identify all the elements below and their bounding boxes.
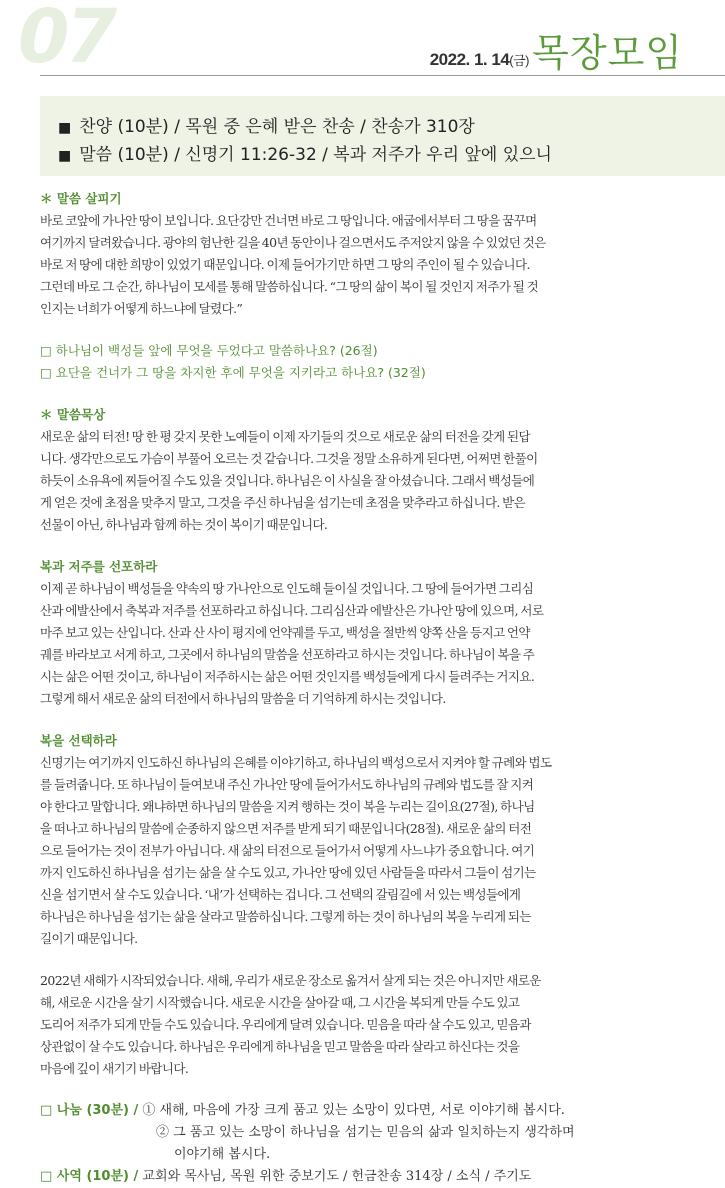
sharing-row-1 xyxy=(40,1100,682,1122)
section-heading-meditation: ＊ 말씀묵상 xyxy=(40,407,106,422)
paragraph-choose xyxy=(40,752,682,950)
text-line: 바로 코앞에 가나안 땅이 보입니다. 요단강만 건너면 바로 그 땅입니다. 애굽에서부터 그 땅을 꿈꾸며 xyxy=(40,213,537,228)
square-bullet-icon: ■ xyxy=(58,148,72,164)
summary-line-praise xyxy=(58,113,725,141)
summary-line-word xyxy=(58,141,725,169)
text-line: 선물이 아닌, 하나님과 함께 하는 것이 복이기 때문입니다. xyxy=(40,517,328,532)
date xyxy=(430,50,529,70)
ministry-label: □ 사역 (10분) / xyxy=(40,1169,139,1184)
text-line: 을 떠나고 하나님의 말씀에 순종하지 않으면 저주를 받게 되기 때문입니다(28절). 새로운 삶의 터전 xyxy=(40,821,532,836)
sharing-question-1: ① 새해, 마음에 가장 크게 품고 있는 소망이 있다면, 서로 이야기해 봅시다. xyxy=(142,1103,565,1118)
ministry-row xyxy=(40,1166,682,1188)
text-line: 를 들려줍니다. 또 하나님이 들여보내 주신 가나안 땅에 들어가서도 하나님의 규례와 법도를 잘 지켜 xyxy=(40,777,534,792)
summary-praise: 찬양 (10분) / 목원 중 은혜 받은 찬송 / 찬송가 310장 xyxy=(79,117,475,137)
text-line: 시는 삶은 어떤 것이고, 하나님이 저주하시는 삶은 어떤 것인지를 백성들에게 다시 들려주는 거지요. xyxy=(40,669,535,684)
text-line: 인지는 너희가 어떻게 하느냐에 달렸다.” xyxy=(40,301,243,316)
text-line: 2022년 새해가 시작되었습니다. 새해, 우리가 새로운 장소로 옮겨서 살게 되는 것은 아니지만 새로운 xyxy=(40,973,541,988)
text-line: 산과 에발산에서 축복과 저주를 선포하라고 하십니다. 그리심산과 에발산은 가나안 땅에 있으며, 서로 xyxy=(40,603,544,618)
sharing-section xyxy=(40,1100,682,1188)
text-line: 까지 인도하신 하나님을 섬기는 삶을 살 수도 있고, 가나안 땅에 있던 사람들을 따라서 그들이 섬기는 xyxy=(40,865,536,880)
sharing-question-2-cont: 이야기해 봅시다. xyxy=(174,1147,271,1162)
paragraph-proclaim xyxy=(40,578,682,710)
paragraph-new-year xyxy=(40,970,682,1080)
text-line: 바로 저 땅에 대한 희망이 있었기 때문입니다. 이제 들어가기만 하면 그 땅의 주인이 될 수 있습니다. xyxy=(40,257,530,272)
text-line: 길이기 때문입니다. xyxy=(40,931,138,946)
main-content xyxy=(40,188,682,1188)
text-line: 야 한다고 말합니다. 왜냐하면 하나님의 말씀을 지켜 행하는 것이 복을 누리는 길이요(27절), 하나님 xyxy=(40,799,535,814)
text-line: 새로운 삶의 터전! 땅 한 평 갖지 못한 노예들이 이제 자기들의 것으로 새로운 삶의 터전을 갖게 된답 xyxy=(40,429,530,444)
ministry-text: 교회와 목사님, 목원 위한 중보기도 / 헌금찬송 314장 / 소식 / 주기도 xyxy=(142,1169,532,1184)
section-heading-examine: ＊ 말씀 살피기 xyxy=(40,191,122,206)
question-1: □ 하나님이 백성들 앞에 무엇을 두었다고 말씀하나요? (26절) xyxy=(40,343,378,358)
section-heading-proclaim: 복과 저주를 선포하라 xyxy=(40,559,158,574)
text-line: 상관없이 살 수도 있습니다. 하나님은 우리에게 하나님을 믿고 말씀을 따라 살라고 하신다는 것을 xyxy=(40,1039,520,1054)
page-number: 07 xyxy=(18,0,113,80)
text-line: 해, 새로운 시간을 살기 시작했습니다. 새로운 시간을 살아갈 때, 그 시간을 복되게 만들 수도 있고 xyxy=(40,995,520,1010)
sharing-row-3 xyxy=(40,1144,682,1166)
summary-box xyxy=(40,96,725,176)
text-line: 하듯이 소유욕에 찌들어질 수도 있을 것입니다. 하나님은 이 사실을 잘 아셨습니다. 그래서 백성들에 xyxy=(40,473,535,488)
sharing-question-2: ② 그 품고 있는 소망이 하나님을 섬기는 믿음의 삶과 일치하는지 생각하며 xyxy=(156,1125,575,1140)
text-line: 마주 보고 있는 산입니다. 산과 산 사이 평지에 언약궤를 두고, 백성을 절반씩 양쪽 산을 등지고 언약 xyxy=(40,625,530,640)
text-line: 신명기는 여기까지 인도하신 하나님의 은혜를 이야기하고, 하나님의 백성으로서 지켜야 할 규례와 법도 xyxy=(40,755,552,770)
text-line: 신을 섬기면서 살 수도 있습니다. ‘내’가 선택하는 겁니다. 그 선택의 갈림길에 서 있는 백성들에게 xyxy=(40,887,521,902)
square-bullet-icon: ■ xyxy=(58,120,72,136)
weekday: (금) xyxy=(509,53,529,68)
text-line: 게 얻은 것에 초점을 맞추지 말고, 그것을 주신 하나님을 섬기는데 초점을 맞추라고 하십니다. 받은 xyxy=(40,495,526,510)
text-line: 그런데 바로 그 순간, 하나님이 모세를 통해 말씀하십니다. “그 땅의 삶이 복이 될 것인지 저주가 될 것 xyxy=(40,279,539,294)
section-heading-choose: 복을 선택하라 xyxy=(40,733,117,748)
text-line: 궤를 바라보고 서게 하고, 그곳에서 하나님의 말씀을 선포하라고 하시는 것입니다. 하나님이 복을 주 xyxy=(40,647,535,662)
text-line: 이제 곧 하나님이 백성들을 약속의 땅 가나안으로 인도해 들이실 것입니다. 그 땅에 들어가면 그리심 xyxy=(40,581,534,596)
date-text: 2022. 1. 14 xyxy=(429,50,510,69)
sharing-label: □ 나눔 (30분) / xyxy=(40,1103,139,1118)
paragraph-examine xyxy=(40,210,682,320)
paragraph-meditation xyxy=(40,426,682,536)
summary-word: 말씀 (10분) / 신명기 11:26-32 / 복과 저주가 우리 앞에 있으니 xyxy=(79,145,552,165)
text-line: 마음에 깊이 새기기 바랍니다. xyxy=(40,1061,189,1076)
text-line: 그렇게 해서 새로운 삶의 터전에서 하나님의 말씀을 더 기억하게 하시는 것입니다. xyxy=(40,691,446,706)
question-2: □ 요단을 건너가 그 땅을 차지한 후에 무엇을 지키라고 하나요? (32절) xyxy=(40,365,426,380)
text-line: 도리어 저주가 되게 만들 수도 있습니다. 우리에게 달려 있습니다. 믿음을 따라 살 수도 있고, 믿음과 xyxy=(40,1017,531,1032)
text-line: 으로 들어가는 것이 전부가 아닙니다. 새 삶의 터전으로 들어가서 어떻게 사느냐가 중요합니다. 여기 xyxy=(40,843,535,858)
text-line: 하나님은 하나님을 섬기는 삶을 살라고 말씀하십니다. 그렇게 하는 것이 하나님의 복을 누리게 되는 xyxy=(40,909,531,924)
sharing-row-2 xyxy=(40,1122,682,1144)
text-line: 여기까지 달려왔습니다. 광야의 험난한 길을 40년 동안이나 걸으면서도 주저앉지 않을 수 있었던 것은 xyxy=(40,235,546,250)
header-rule xyxy=(40,75,725,76)
text-line: 니다. 생각만으로도 가슴이 부풀어 오르는 것 같습니다. 그것을 정말 소유하게 된다면, 어쩌면 한풀이 xyxy=(40,451,538,466)
page-title: 목장모임 xyxy=(532,31,683,75)
